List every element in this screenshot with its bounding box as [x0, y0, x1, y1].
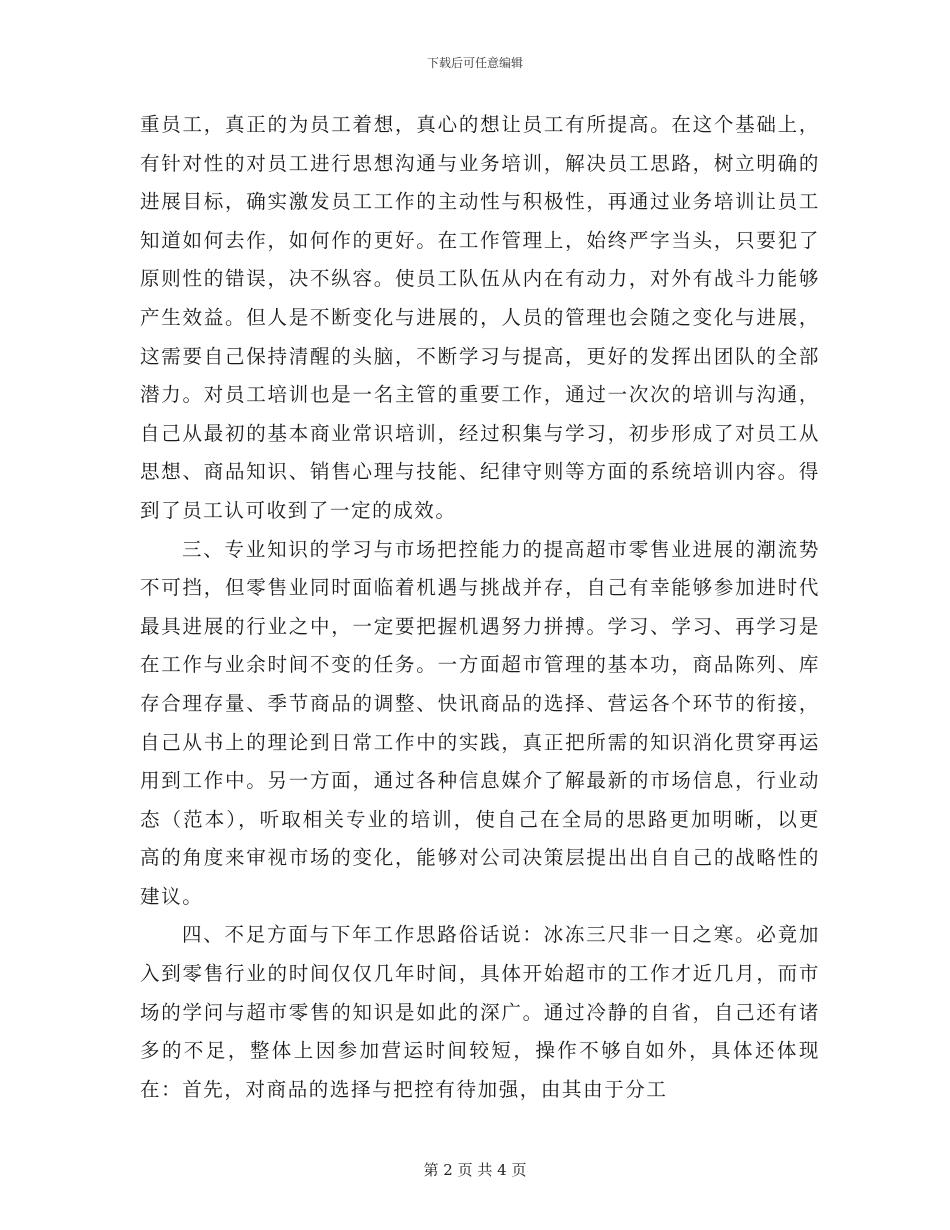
page-header: 下载后可任意编辑 [426, 56, 523, 70]
document-body [140, 106, 820, 1109]
paragraph-section-4: 四、不足方面与下年工作思路俗话说：冰冻三尺非一日之寒。必竟加入到零售行业的时间仅仅几年时间，具体开始超市的工作才近几月，而市场的学问与超市零售的知识是如此的深广。通过冷静的自省，自己还有诸多的不足，整体上因参加营运时间较短，操作不够自如外，具体还体现在：首先，对商品的选择与把控有待加强，由其由于分工 [140, 923, 820, 1101]
page-number: 第 2 页 共 4 页 [423, 1161, 527, 1179]
paragraph-section-3: 三、专业知识的学习与市场把控能力的提高超市零售业进展的潮流势不可挡，但零售业同时面临着机遇与挑战并存，自己有幸能够参加进时代最具进展的行业之中，一定要把握机遇努力拼搏。学习、学习、再学习是在工作与业余时间不变的任务。一方面超市管理的基本功，商品陈列、库存合理存量、季节商品的调整、快讯商品的选择、营运各个环节的衔接，自己从书上的理论到日常工作中的实践，真正把所需的知识消化贯穿再运用到工作中。另一方面，通过各种信息媒介了解最新的市场信息，行业动态（范本），听取相关专业的培训，使自己在全局的思路更加明晰，以更高的角度来审视市场的变化，能够对公司决策层提出出自自己的战略性的建议。 [140, 537, 820, 908]
paragraph-continuation: 重员工，真正的为员工着想，真心的想让员工有所提高。在这个基础上，有针对性的对员工进行思想沟通与业务培训，解决员工思路，树立明确的进展目标，确实激发员工工作的主动性与积极性，再通过业务培训让员工知道如何去作，如何作的更好。在工作管理上，始终严字当头，只要犯了原则性的错误，决不纵容。使员工队伍从内在有动力，对外有战斗力能够产生效益。但人是不断变化与进展的，人员的管理也会随之变化与进展，这需要自己保持清醒的头脑，不断学习与提高，更好的发挥出团队的全部潜力。对员工培训也是一名主管的重要工作，通过一次次的培训与沟通，自己从最初的基本商业常识培训，经过积集与学习，初步形成了对员工从思想、商品知识、销售心理与技能、纪律守则等方面的系统培训内容。得到了员工认可收到了一定的成效。 [140, 113, 820, 522]
